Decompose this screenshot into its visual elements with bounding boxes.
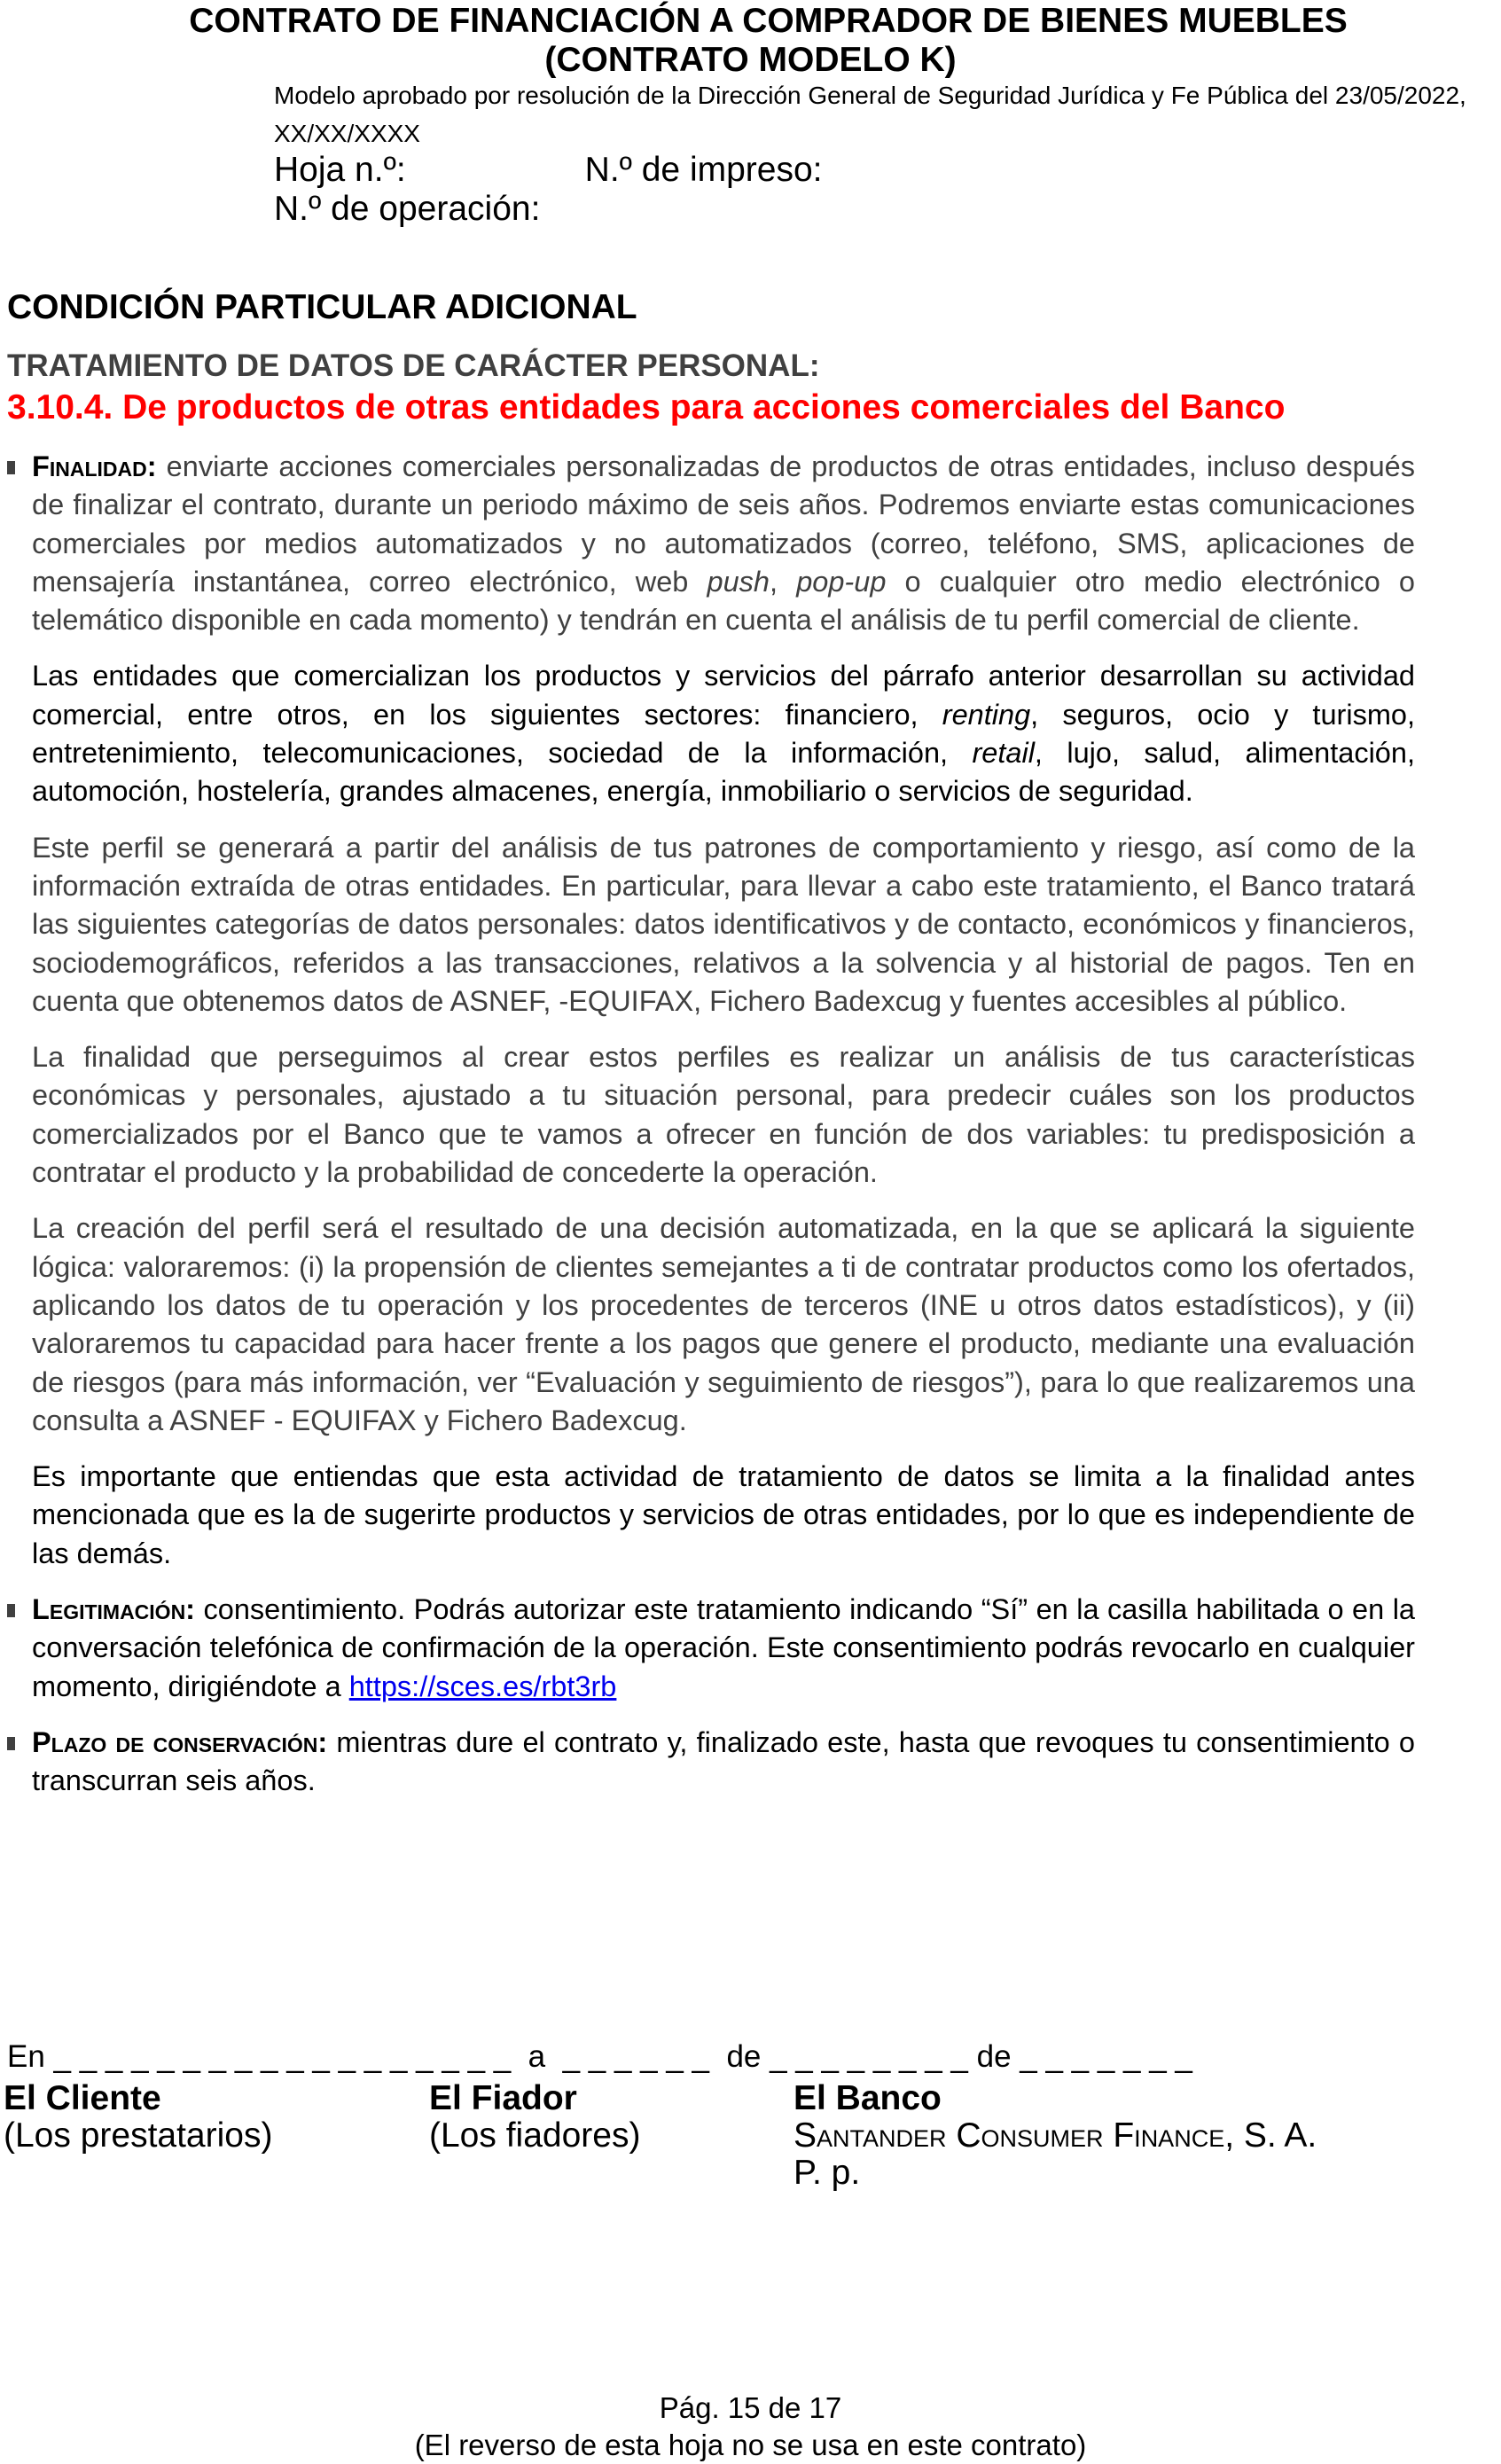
client-name: El Cliente xyxy=(4,2079,161,2117)
finalidad-item: Finalidad: enviarte acciones comerciales personalizadas de productos de otras entidades, incluso después de finalizar el contrato, durante un periodo máximo de seis años. Podremos enviarte estas comunicaciones comerciales por medios automatizados y no automatizados (correo, teléfono, SMS, aplicaciones de mensajería instantánea, correo electrónico, web push, pop-up o cualquier otro medio electrónico o telemático disponible en cada momento) y tendrán en cuenta el análisis de tu perfil comercial de cliente. xyxy=(32,448,1415,639)
bank-entity: Santander Consumer Finance, S. A. xyxy=(793,2116,1317,2155)
document-title xyxy=(0,2,1501,80)
reverse-note: (El reverso de esta hoja no se usa en este contrato) xyxy=(414,2429,1087,2461)
bullet-square-icon xyxy=(7,1604,15,1617)
signature-client xyxy=(4,2080,272,2155)
plazo-item: Plazo de conservación: mientras dure el contrato y, finalizado este, hasta que revoques tu consentimiento o transcurran seis años. xyxy=(32,1724,1415,1801)
operation-number-label: N.º de operación: xyxy=(274,190,541,228)
bullet-square-icon xyxy=(7,461,15,474)
client-role: (Los prestatarios) xyxy=(4,2116,273,2155)
approval-note: Modelo aprobado por resolución de la Dirección General de Seguridad Jurídica y Fe Pública del 23/05/2022, XX/XX/XXXX xyxy=(274,82,1466,147)
entities-paragraph: Las entidades que comercializan los productos y servicios del párrafo anterior desarrollan su actividad comercial, entre otros, en los siguientes sectores: financiero, renting, seguros, ocio y turismo, entretenimiento, telecomunicaciones, sociedad de la información, retail, lujo, salud, alimentación, automoción, hostelería, grandes almacenes, energía, inmobiliario o servicios de seguridad. xyxy=(32,660,1416,808)
signature-guarantor xyxy=(429,2080,640,2155)
page-number: Pág. 15 de 17 xyxy=(659,2391,842,2424)
document-body xyxy=(32,448,1415,1819)
bullet-square-icon xyxy=(7,1737,15,1750)
document-meta xyxy=(274,151,823,229)
important-paragraph: Es importante que entiendas que esta actividad de tratamiento de datos se limita a la finalidad antes mencionada que es la de sugerirte productos y servicios de otras entidades, por lo que es independiente de las demás. xyxy=(32,1460,1415,1569)
legitimacion-item: Legitimación: consentimiento. Podrás autorizar este tratamiento indicando “Sí” en la casilla habilitada o en la conversación telefónica de confirmación de la operación. Este consentimiento podrás revocarlo en cualquier momento, dirigiéndote a https://sces.es/rbt3rb xyxy=(32,1591,1415,1706)
bank-pp: P. p. xyxy=(793,2154,861,2192)
legitimacion-label: Legitimación: xyxy=(32,1593,196,1626)
guarantor-name: El Fiador xyxy=(429,2079,577,2117)
plazo-label: Plazo de conservación: xyxy=(32,1725,328,1758)
signature-bank xyxy=(793,2080,1317,2192)
subsection-title: 3.10.4. De productos de otras entidades para acciones comerciales del Banco xyxy=(7,388,1286,426)
creation-paragraph: La creación del perfil será el resultado de una decisión automatizada, en la que se aplicará la siguiente lógica: valoraremos: (i) la propensión de clientes semejantes a ti de contratar productos como los ofertados, aplicando los datos de tu operación y los procedentes de terceros (INE u otros datos estadísticos), y (ii) valoraremos tu capacidad para hacer frente a los pagos que genere el producto, mediante una evaluación de riesgos (para más información, ver “Evaluación y seguimiento de riesgos”), para lo que realizaremos una consulta a ASNEF - EQUIFAX y Fichero Badexcug. xyxy=(32,1212,1415,1436)
condition-title: CONDICIÓN PARTICULAR ADICIONAL xyxy=(7,288,637,326)
signature-date-line: En _ _ _ _ _ _ _ _ _ _ _ _ _ _ _ _ _ _ a _ _ _ _ _ _ de _ _ _ _ _ _ _ _ de _ _ _ _ _ _ _ xyxy=(7,2039,1192,2074)
guarantor-role: (Los fiadores) xyxy=(429,2116,641,2155)
title-line-2: (CONTRATO MODELO K) xyxy=(544,41,957,79)
sheet-number-label: Hoja n.º: xyxy=(274,151,406,189)
profile-paragraph: Este perfil se generará a partir del análisis de tus patrones de comportamiento y riesgo, así como de la información extraída de otras entidades. En particular, para llevar a cabo este tratamiento, el Banco tratará las siguientes categorías de datos personales: datos identificativos y de contacto, económicos y financieros, sociodemográficos, referidos a las transacciones, relativos a la solvencia y al historial de pagos. Ten en cuenta que obtenemos datos de ASNEF, -EQUIFAX, Fichero Badexcug y fuentes accesibles al público. xyxy=(32,831,1415,1017)
purpose-paragraph: La finalidad que perseguimos al crear estos perfiles es realizar un análisis de tus características económicas y personales, ajustado a tu situación personal, para predecir cuáles son los productos comercializados por el Banco que te vamos a ofrecer en función de dos variables: tu predisposición a contratar el producto y la probabilidad de concederte la operación. xyxy=(32,1041,1415,1189)
treatment-title: TRATAMIENTO DE DATOS DE CARÁCTER PERSONAL: xyxy=(7,348,820,383)
bank-name: El Banco xyxy=(793,2079,942,2117)
page-footer xyxy=(0,2390,1501,2464)
title-line-1: CONTRATO DE FINANCIACIÓN A COMPRADOR DE BIENES MUEBLES xyxy=(189,2,1348,40)
finalidad-label: Finalidad: xyxy=(32,450,157,482)
revoke-consent-link[interactable]: https://sces.es/rbt3rb xyxy=(348,1670,617,1702)
print-number-label: N.º de impreso: xyxy=(584,151,823,189)
